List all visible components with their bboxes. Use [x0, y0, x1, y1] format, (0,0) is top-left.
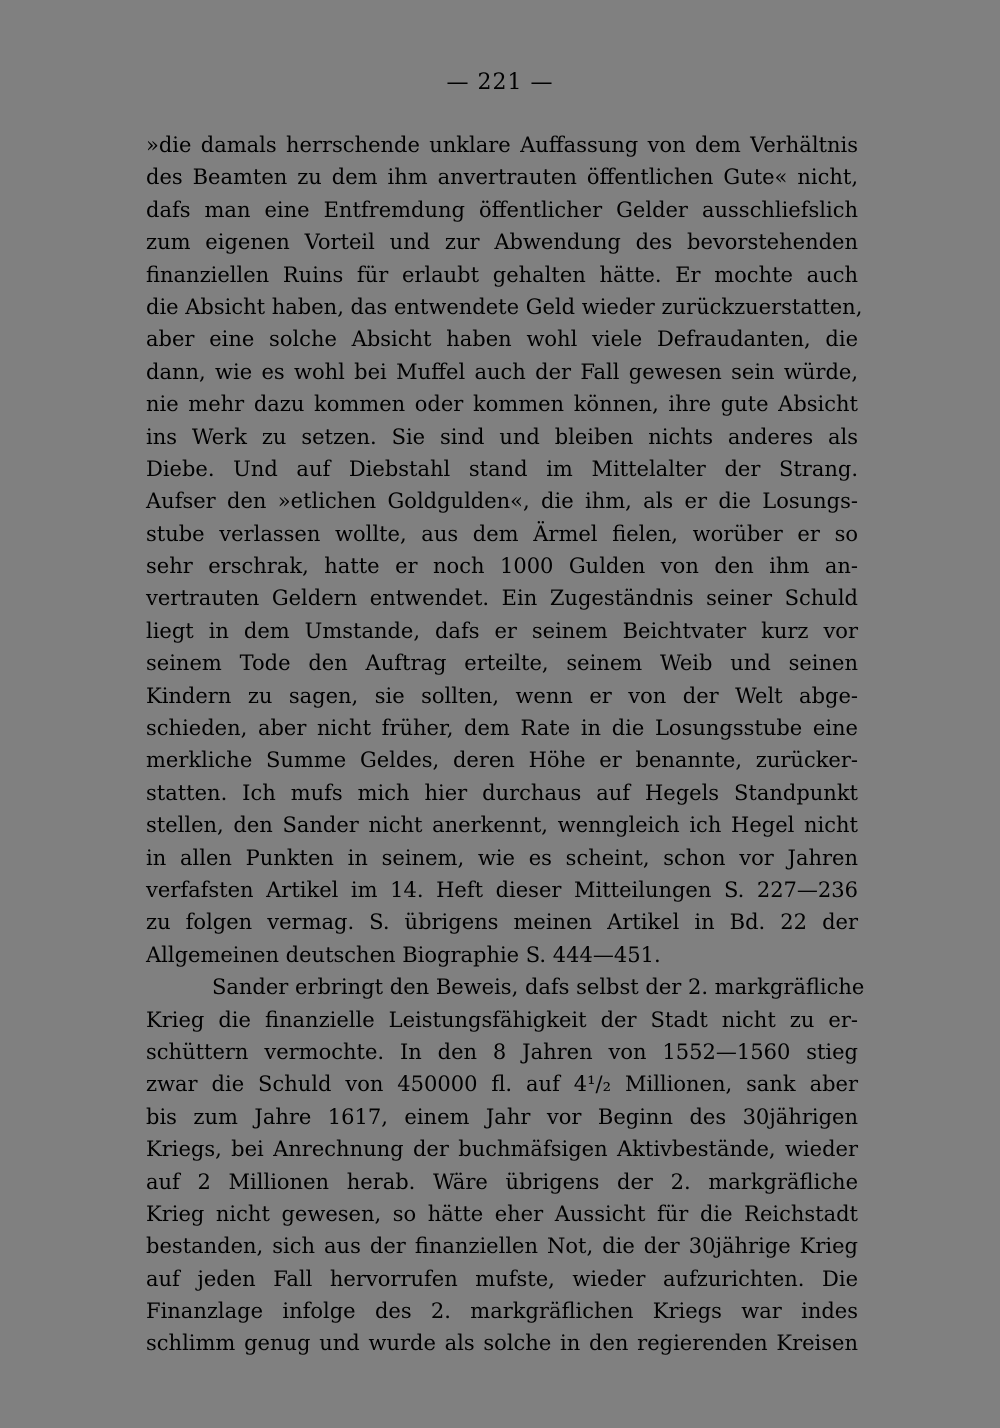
text-line: sehr erschrak, hatte er noch 1000 Gulden von den ihm an- [146, 554, 858, 579]
text-line: die Absicht haben, das entwendete Geld wieder zurückzuerstatten, [146, 294, 863, 319]
body-text [146, 129, 865, 1360]
text-line: zwar die Schuld von 450000 fl. auf 4¹/₂ Millionen, sank aber [146, 1072, 858, 1097]
text-line: stube verlassen wollte, aus dem Ärmel fielen, worüber er so [146, 521, 858, 546]
text-line: in allen Punkten in seinem, wie es scheint, schon vor Jahren [146, 845, 858, 870]
text-line: des Beamten zu dem ihm anvertrauten öffentlichen Gute« nicht, [146, 165, 858, 190]
text-line: Diebe. Und auf Diebstahl stand im Mittelalter der Strang. [146, 456, 858, 481]
text-line: Kindern zu sagen, sie sollten, wenn er von der Welt abge- [146, 683, 858, 708]
text-line: verfafsten Artikel im 14. Heft dieser Mitteilungen S. 227—236 [146, 877, 858, 902]
text-line: Krieg die finanzielle Leistungsfähigkeit der Stadt nicht zu er- [146, 1007, 858, 1032]
text-line: Kriegs, bei Anrechnung der buchmäfsigen Aktivbestände, wieder [146, 1137, 858, 1162]
text-line: bis zum Jahre 1617, einem Jahr vor Beginn des 30jährigen [146, 1104, 858, 1129]
text-line: seinem Tode den Auftrag erteilte, seinem Weib und seinen [146, 651, 858, 676]
text-line: Krieg nicht gewesen, so hätte eher Aussicht für die Reichstadt [146, 1201, 858, 1226]
text-line: ins Werk zu setzen. Sie sind und bleiben nichts anderes als [146, 424, 858, 449]
text-line: dafs man eine Entfremdung öffentlicher Gelder ausschliefslich [146, 197, 858, 222]
text-line: zu folgen vermag. S. übrigens meinen Artikel in Bd. 22 der [146, 910, 858, 935]
page-number: — 221 — [446, 70, 554, 95]
text-line: schlimm genug und wurde als solche in den regierenden Kreisen [146, 1331, 858, 1356]
text-line: vertrauten Geldern entwendet. Ein Zugeständnis seiner Schuld [146, 586, 858, 611]
text-line: Aufser den »etlichen Goldgulden«, die ihm, als er die Losungs- [146, 489, 858, 514]
text-line: stellen, den Sander nicht anerkennt, wenngleich ich Hegel nicht [146, 813, 858, 838]
text-line: bestanden, sich aus der finanziellen Not, die der 30jährige Krieg [146, 1234, 858, 1259]
text-line: auf jeden Fall hervorrufen mufste, wieder aufzurichten. Die [146, 1266, 858, 1291]
text-line: schüttern vermochte. In den 8 Jahren von 1552—1560 stieg [146, 1039, 858, 1064]
text-line: auf 2 Millionen herab. Wäre übrigens der 2. markgräfliche [146, 1169, 858, 1194]
text-line: »die damals herrschende unklare Auffassung von dem Verhältnis [146, 133, 858, 157]
text-line: merkliche Summe Geldes, deren Höhe er benannte, zurücker- [146, 748, 858, 773]
text-line: statten. Ich mufs mich hier durchaus auf Hegels Standpunkt [146, 780, 858, 805]
text-line: Sander erbringt den Beweis, dafs selbst der 2. markgräfliche [212, 975, 865, 1000]
text-line: dann, wie es wohl bei Muffel auch der Fall gewesen sein würde, [146, 359, 858, 384]
text-line: zum eigenen Vorteil und zur Abwendung des bevorstehenden [146, 230, 858, 255]
text-line: Finanzlage infolge des 2. markgräflichen Kriegs war indes [146, 1299, 858, 1324]
text-line: schieden, aber nicht früher, dem Rate in die Losungsstube eine [146, 716, 858, 741]
text-line: nie mehr dazu kommen oder kommen können, ihre gute Absicht [146, 392, 858, 417]
text-line: liegt in dem Umstande, dafs er seinem Beichtvater kurz vor [146, 618, 858, 643]
text-line: Allgemeinen deutschen Biographie S. 444—451. [146, 942, 661, 967]
text-line: aber eine solche Absicht haben wohl viele Defraudanten, die [146, 327, 858, 352]
text-line: finanziellen Ruins für erlaubt gehalten hätte. Er mochte auch [146, 262, 858, 287]
